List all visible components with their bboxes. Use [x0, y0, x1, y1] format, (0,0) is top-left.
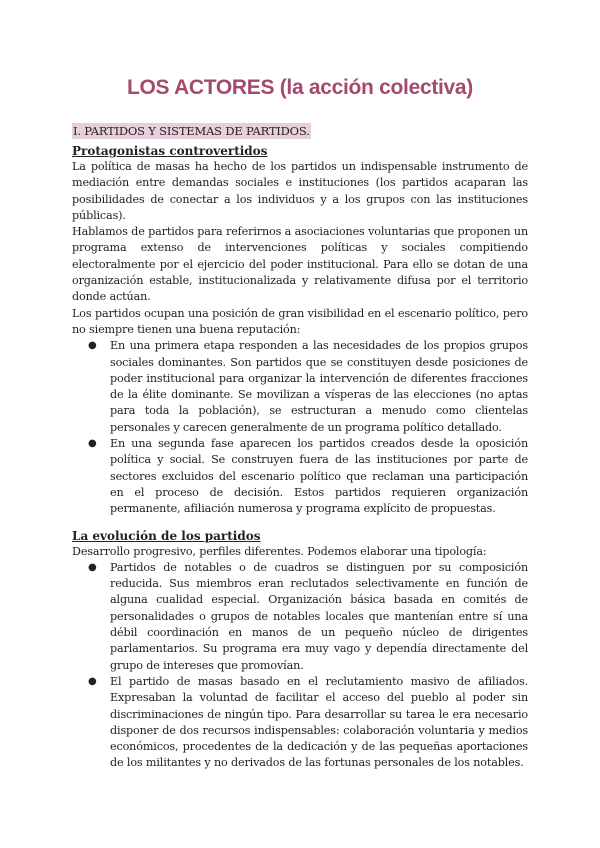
bullet-icon: ● [88, 561, 97, 573]
list-item [88, 436, 528, 517]
bullet-list-evolucion [72, 560, 528, 772]
bullet-list-protagonistas [72, 338, 528, 517]
paragraph: Hablamos de partidos para referirnos a asociaciones voluntarias que proponen un programa extenso de intervenciones políticas y sociales compitiendo electoralmente por el ejercicio del poder institucional. Para ello se dotan de una organización estable, institucionalizada y relativamente difusa por el territorio donde actúan. [72, 225, 528, 304]
list-item [88, 560, 528, 674]
spacer [72, 518, 528, 528]
paragraph: Los partidos ocupan una posición de gran visibilidad en el escenario político, pero no siempre tienen una buena reputación: [72, 306, 528, 336]
list-item-text: El partido de masas basado en el reclutamiento masivo de afiliados. Expresaban la voluntad de facilitar el acceso del pueblo al poder sin discriminaciones de ningún tipo. Para desarrollar su tarea le era necesario disponer de dos recursos indispensables: colaboración voluntaria y medios económicos, procedentes de la dedicación y de las pequeñas aportaciones de los militantes y no derivados de las fortunas personales de los notables. [110, 674, 528, 770]
list-item-text: En una primera etapa responden a las necesidades de los propios grupos sociales dominantes. Son partidos que se constituyen desde posiciones de poder institucional para organizar la intervención de diferentes fracciones de la élite dominante. Se movilizan a vísperas de las elecciones (no aptas para toda la población), se estructuran a menudo como clientelas personales y carecen generalmente de un programa político detallado. [110, 339, 528, 434]
page-title: LOS ACTORES (la acción colectiva) [126, 76, 474, 99]
list-item-text: Partidos de notables o de cuadros se distinguen por su composición reducida. Sus miembros eran reclutados selectivamente en función de alguna cualidad especial. Organización básica basada en comités de personalidades o grupos de notables locales que mantenían entre sí una débil coordinación en manos de un pequeño núcleo de dirigentes parlamentarios. Su programa era muy vago y dependía directamente del grupo de intereses que promovían. [110, 560, 528, 672]
paragraph: Desarrollo progresivo, perfiles diferentes. Podemos elaborar una tipología: [72, 544, 487, 558]
paragraph: La política de masas ha hecho de los partidos un indispensable instrumento de mediación entre demandas sociales e instituciones (los partidos acaparan las posibilidades de conectar a los individuos y a los grupos con las instituciones públicas). [72, 160, 528, 222]
list-item [88, 674, 528, 772]
bullet-icon: ● [88, 675, 97, 687]
bullet-icon: ● [88, 340, 97, 352]
subheading-protagonistas: Protagonistas controvertidos [72, 144, 268, 158]
bullet-icon: ● [88, 438, 97, 450]
list-item [88, 338, 528, 436]
list-item-text: En una segunda fase aparecen los partidos creados desde la oposición política y social. Se construyen fuera de las instituciones por parte de sectores excluidos del escenario político que reclaman una participación en el proceso de decisión. Estos partidos requieren organización permanente, afiliación numerosa y programa explícito de propuestas. [110, 437, 528, 516]
section-heading-partidos: I. PARTIDOS Y SISTEMAS DE PARTIDOS. [73, 124, 310, 138]
subheading-evolucion: La evolución de los partidos [72, 528, 261, 543]
